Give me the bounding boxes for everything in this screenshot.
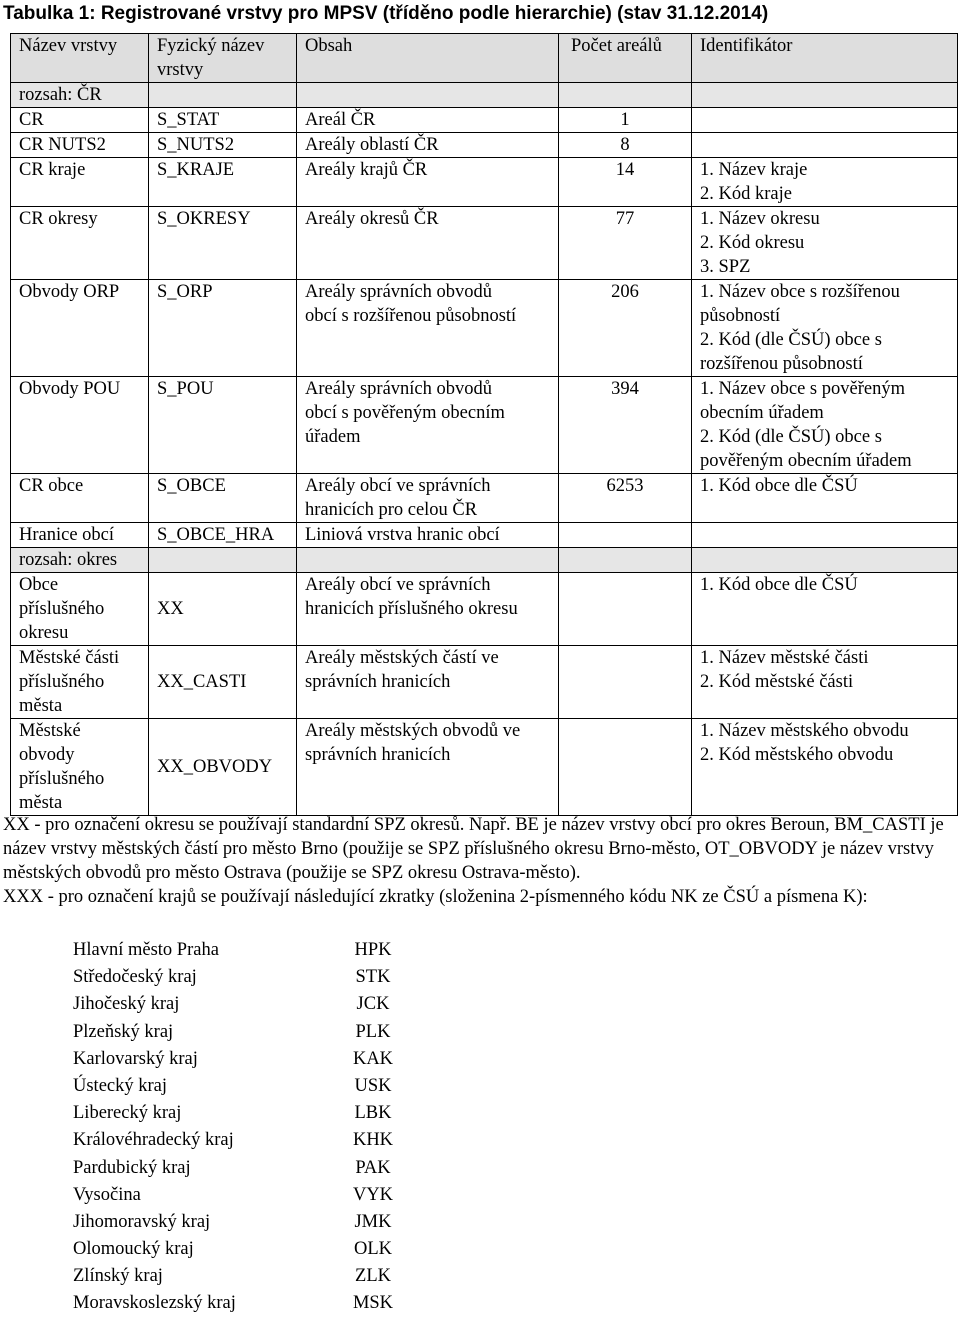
region-name: Zlínský kraj [73, 1266, 163, 1287]
cell-layer-name: Hranice obcí [11, 523, 149, 548]
region-row [73, 991, 403, 1018]
region-row [73, 1155, 403, 1182]
table-row [11, 719, 958, 816]
region-code: VYK [352, 1184, 394, 1205]
section-empty-cell [559, 83, 692, 108]
region-code: PAK [355, 1157, 391, 1178]
table-row [11, 158, 958, 207]
cell-count: 6253 [559, 474, 692, 523]
header-physical-name: Fyzický název vrstvy [149, 34, 297, 83]
table-caption: Tabulka 1: Registrované vrstvy pro MPSV (tříděno podle hierarchie) (stav 31.12.2014) [3, 3, 769, 24]
table-row [11, 573, 958, 646]
region-name: Středočeský kraj [73, 967, 197, 988]
region-name: Vysočina [73, 1184, 141, 1205]
table-row [11, 207, 958, 280]
notes [3, 813, 953, 909]
cell-count: 77 [559, 207, 692, 280]
region-row [73, 1073, 403, 1100]
section-row [11, 548, 958, 573]
region-name: Moravskoslezský kraj [73, 1293, 236, 1314]
table-row [11, 646, 958, 719]
region-row [73, 1263, 403, 1290]
header-identifier: Identifikátor [692, 34, 958, 83]
region-code: ZLK [355, 1266, 391, 1287]
region-row [73, 1236, 403, 1263]
cell-content: Areály obcí ve správních hranicích pro celou ČR [297, 474, 559, 523]
cell-layer-name: CR kraje [11, 158, 149, 207]
region-row [73, 964, 403, 991]
cell-layer-name: Obvody ORP [11, 280, 149, 377]
region-name: Plzeňský kraj [73, 1021, 174, 1042]
region-name: Olomoucký kraj [73, 1239, 194, 1260]
section-row [11, 83, 958, 108]
region-row [73, 1100, 403, 1127]
cell-layer-name: CR NUTS2 [11, 133, 149, 158]
region-row [73, 1019, 403, 1046]
region-name: Jihomoravský kraj [73, 1211, 211, 1232]
region-code: JMK [354, 1211, 392, 1232]
cell-content: Areály krajů ČR [297, 158, 559, 207]
cell-count [559, 646, 692, 719]
table-row [11, 108, 958, 133]
table-row [11, 280, 958, 377]
cell-content: Areály městských obvodů ve správních hranicích [297, 719, 559, 816]
region-name: Královéhradecký kraj [73, 1130, 234, 1151]
region-code: USK [354, 1075, 392, 1096]
layers-table [10, 33, 958, 816]
header-content: Obsah [297, 34, 559, 83]
region-name: Hlavní město Praha [73, 940, 219, 960]
xx-note: XX - pro označení okresu se používají standardní SPZ okresů. Např. BE je název vrstvy obcí pro okres Beroun, BM_CASTI je název vrstvy městských částí pro město Brno (použije se SPZ příslušného okresu Brno-město, OT_OBVODY je název vrstvy městských obvodů pro město Ostrava (použije se SPZ okresu Ostrava-město). [3, 815, 944, 883]
table-row [11, 133, 958, 158]
table-row [11, 377, 958, 474]
region-code: PLK [355, 1021, 391, 1042]
cell-count [559, 719, 692, 816]
region-name: Pardubický kraj [73, 1157, 191, 1178]
cell-identifier: 1. Název obce s rozšířenou působností 2. Kód (dle ČSÚ) obce s rozšířenou působností [692, 280, 958, 377]
region-row [73, 1127, 403, 1154]
cell-identifier: 1. Kód obce dle ČSÚ [692, 573, 958, 646]
section-empty-cell [149, 548, 297, 573]
section-label: rozsah: ČR [11, 83, 149, 108]
cell-physical-name: S_POU [149, 377, 297, 474]
cell-content: Areály správních obvodů obcí s rozšířenou působností [297, 280, 559, 377]
cell-content: Areál ČR [297, 108, 559, 133]
region-code-list [73, 937, 403, 1318]
section-empty-cell [297, 548, 559, 573]
section-label: rozsah: okres [11, 548, 149, 573]
cell-identifier [692, 108, 958, 133]
section-empty-cell [692, 548, 958, 573]
region-name: Karlovarský kraj [73, 1048, 198, 1069]
cell-layer-name: CR okresy [11, 207, 149, 280]
section-empty-cell [692, 83, 958, 108]
header-count: Počet areálů [559, 34, 692, 83]
cell-layer-name: Obce příslušného okresu [11, 573, 149, 646]
cell-identifier: 1. Název městského obvodu 2. Kód městského obvodu [692, 719, 958, 816]
cell-count: 1 [559, 108, 692, 133]
cell-identifier [692, 133, 958, 158]
cell-layer-name: CR obce [11, 474, 149, 523]
cell-physical-name: S_ORP [149, 280, 297, 377]
region-code: HPK [354, 940, 392, 960]
cell-physical-name: S_OBCE_HRA [149, 523, 297, 548]
section-empty-cell [149, 83, 297, 108]
cell-physical-name: S_STAT [149, 108, 297, 133]
cell-content: Areály správních obvodů obcí s pověřeným obecním úřadem [297, 377, 559, 474]
cell-count: 8 [559, 133, 692, 158]
region-row [73, 1046, 403, 1073]
section-empty-cell [559, 548, 692, 573]
table-header-row [11, 34, 958, 83]
region-name: Liberecký kraj [73, 1103, 182, 1124]
region-code: KHK [352, 1130, 394, 1151]
region-code: JCK [356, 994, 390, 1015]
cell-physical-name: S_OKRESY [149, 207, 297, 280]
cell-identifier: 1. Kód obce dle ČSÚ [692, 474, 958, 523]
cell-identifier: 1. Název okresu 2. Kód okresu 3. SPZ [692, 207, 958, 280]
region-row [73, 1209, 403, 1236]
cell-physical-name: XX_CASTI [149, 646, 297, 719]
cell-content: Liniová vrstva hranic obcí [297, 523, 559, 548]
cell-physical-name: XX_OBVODY [149, 719, 297, 816]
cell-count: 394 [559, 377, 692, 474]
cell-content: Areály okresů ČR [297, 207, 559, 280]
table-row [11, 523, 958, 548]
cell-layer-name: Městské části příslušného města [11, 646, 149, 719]
region-code: KAK [352, 1048, 394, 1069]
xxx-note: XXX - pro označení krajů se používají následující zkratky (složenina 2-písmenného kódu NK ze ČSÚ a písmena K): [3, 887, 868, 907]
cell-layer-name: CR [11, 108, 149, 133]
cell-layer-name: Městské obvody příslušného města [11, 719, 149, 816]
region-name: Ústecký kraj [73, 1075, 168, 1096]
region-code: LBK [354, 1103, 392, 1124]
section-empty-cell [297, 83, 559, 108]
cell-physical-name: S_OBCE [149, 474, 297, 523]
cell-content: Areály městských částí ve správních hranicích [297, 646, 559, 719]
cell-count: 14 [559, 158, 692, 207]
region-code: OLK [353, 1239, 393, 1260]
cell-count: 206 [559, 280, 692, 377]
region-code: STK [355, 967, 391, 988]
cell-count [559, 523, 692, 548]
table-row [11, 474, 958, 523]
region-row [73, 1182, 403, 1209]
cell-physical-name: S_NUTS2 [149, 133, 297, 158]
cell-content: Areály obcí ve správních hranicích příslušného okresu [297, 573, 559, 646]
region-row [73, 937, 403, 964]
cell-physical-name: XX [149, 573, 297, 646]
region-code: MSK [352, 1293, 394, 1314]
cell-identifier: 1. Název obce s pověřeným obecním úřadem 2. Kód (dle ČSÚ) obce s pověřeným obecním úřadem [692, 377, 958, 474]
cell-identifier: 1. Název kraje 2. Kód kraje [692, 158, 958, 207]
cell-layer-name: Obvody POU [11, 377, 149, 474]
region-name: Jihočeský kraj [73, 994, 180, 1015]
cell-identifier: 1. Název městské části 2. Kód městské části [692, 646, 958, 719]
cell-content: Areály oblastí ČR [297, 133, 559, 158]
cell-physical-name: S_KRAJE [149, 158, 297, 207]
cell-identifier [692, 523, 958, 548]
cell-count [559, 573, 692, 646]
header-layer-name: Název vrstvy [11, 34, 149, 83]
region-row [73, 1290, 403, 1317]
